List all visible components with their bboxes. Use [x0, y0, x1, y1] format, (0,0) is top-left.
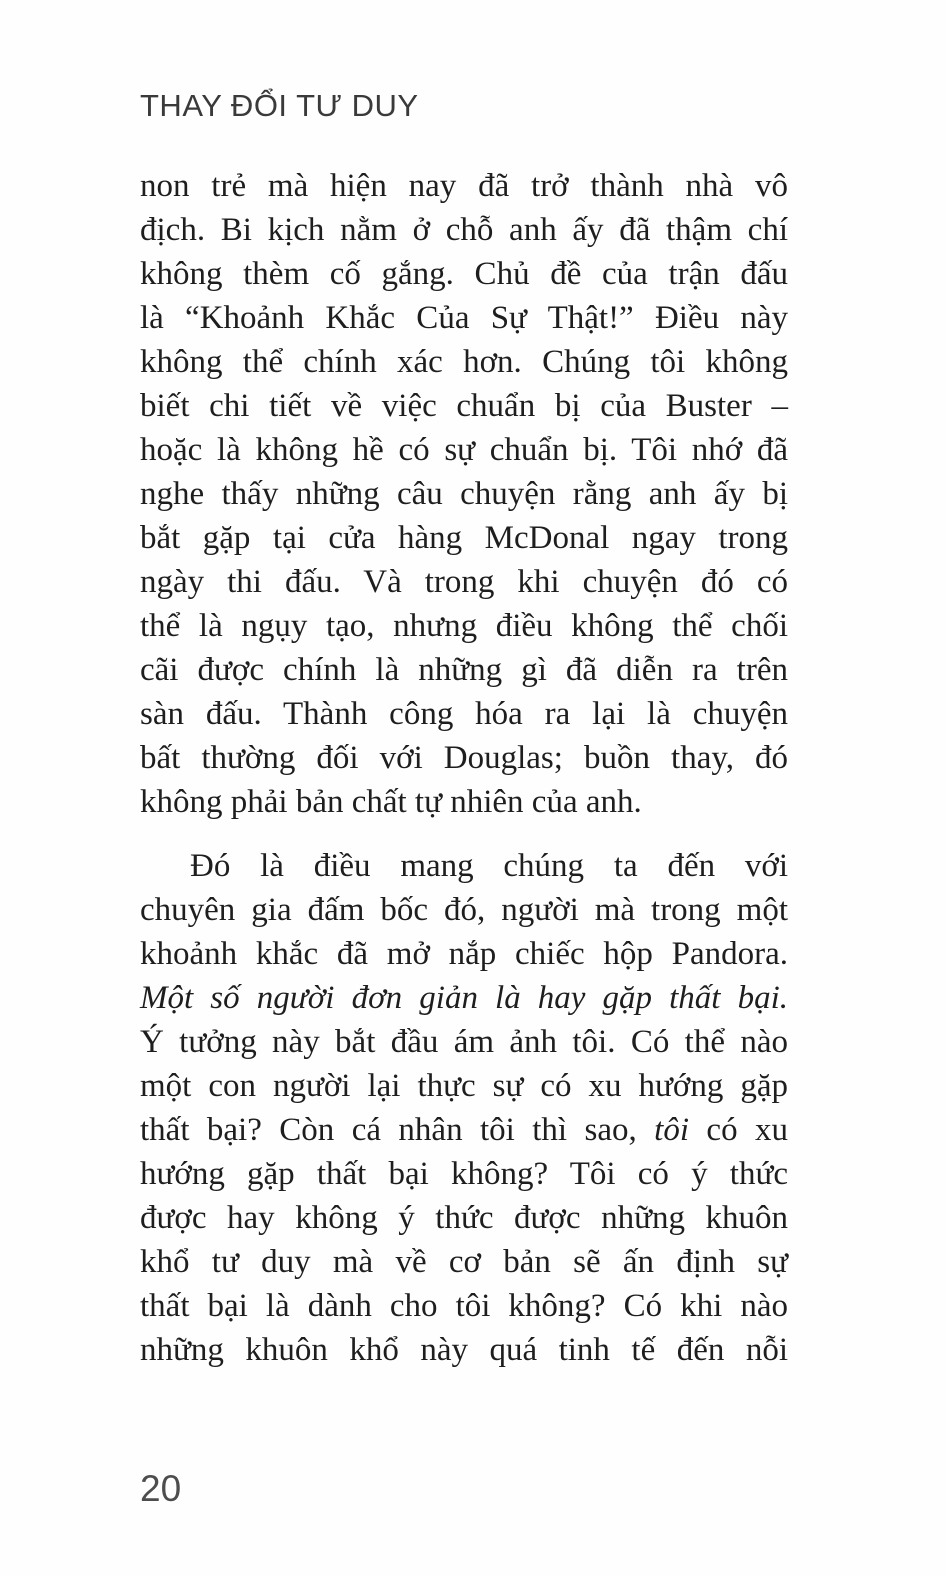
text-segment: những khuôn khổ này quá tinh tế đến nỗi — [140, 1332, 788, 1368]
text-line — [140, 164, 788, 208]
text-segment: không phải bản chất tự nhiên của anh. — [140, 784, 642, 820]
text-line — [140, 1020, 788, 1064]
text-line — [140, 888, 788, 932]
text-line — [140, 208, 788, 252]
body-text — [140, 164, 788, 1372]
text-segment: ngày thi đấu. Và trong khi chuyện đó có — [140, 564, 788, 600]
text-segment: Ý tưởng này bắt đầu ám ảnh tôi. Có thể nào — [140, 1024, 788, 1060]
text-line — [140, 296, 788, 340]
text-line — [140, 736, 788, 780]
text-segment: không thèm cố gắng. Chủ đề của trận đấu — [140, 256, 788, 292]
text-line — [140, 1064, 788, 1108]
text-segment: được hay không ý thức được những khuôn — [140, 1200, 788, 1236]
text-line — [140, 1284, 788, 1328]
text-segment: thể là ngụy tạo, nhưng điều không thể chối — [140, 608, 788, 644]
text-line — [140, 932, 788, 976]
paragraph — [140, 844, 788, 1372]
text-line — [140, 780, 788, 824]
text-segment: là “Khoảnh Khắc Của Sự Thật!” Điều này — [140, 300, 788, 336]
text-segment: chuyên gia đấm bốc đó, người mà trong một — [140, 892, 788, 928]
text-line — [140, 1240, 788, 1284]
text-line — [140, 472, 788, 516]
text-segment: nghe thấy những câu chuyện rằng anh ấy bị — [140, 476, 788, 512]
text-line — [140, 560, 788, 604]
text-segment: khoảnh khắc đã mở nắp chiếc hộp Pandora. — [140, 936, 788, 972]
text-segment: thất bại? Còn cá nhân tôi thì sao, — [140, 1112, 655, 1148]
text-segment: khổ tư duy mà về cơ bản sẽ ấn định sự — [140, 1244, 788, 1280]
text-segment: địch. Bi kịch nằm ở chỗ anh ấy đã thậm chí — [140, 212, 788, 248]
page-number: 20 — [140, 1468, 182, 1509]
text-line — [140, 428, 788, 472]
text-segment: Đó là điều mang chúng ta đến với — [190, 848, 788, 884]
text-line — [140, 1196, 788, 1240]
text-line — [140, 1328, 788, 1372]
text-line — [140, 976, 788, 1020]
emphasized-text: Một số người đơn giản là hay gặp thất bại. — [140, 980, 788, 1016]
text-segment: sàn đấu. Thành công hóa ra lại là chuyện — [140, 696, 788, 732]
text-line — [140, 340, 788, 384]
running-header: THAY ĐỔI TƯ DUY — [140, 88, 419, 123]
paragraph — [140, 164, 788, 824]
text-segment: một con người lại thực sự có xu hướng gặp — [140, 1068, 788, 1104]
text-line — [140, 648, 788, 692]
text-segment: hướng gặp thất bại không? Tôi có ý thức — [140, 1156, 788, 1192]
text-segment: bắt gặp tại cửa hàng McDonal ngay trong — [140, 520, 788, 556]
text-line — [140, 692, 788, 736]
text-segment: biết chi tiết về việc chuẩn bị của Buster – — [140, 388, 788, 424]
text-segment: thất bại là dành cho tôi không? Có khi nào — [140, 1288, 788, 1324]
text-line — [140, 1152, 788, 1196]
text-line — [140, 252, 788, 296]
text-segment: có xu — [689, 1112, 789, 1148]
text-segment: bất thường đối với Douglas; buồn thay, đó — [140, 740, 788, 776]
text-segment: cãi được chính là những gì đã diễn ra trên — [140, 652, 788, 688]
text-line — [140, 844, 788, 888]
text-segment: không thể chính xác hơn. Chúng tôi không — [140, 344, 788, 380]
text-line — [140, 604, 788, 648]
text-line — [140, 384, 788, 428]
text-line — [140, 1108, 788, 1152]
text-segment: hoặc là không hề có sự chuẩn bị. Tôi nhớ đã — [140, 432, 788, 468]
emphasized-text: tôi — [654, 1112, 690, 1148]
text-line — [140, 516, 788, 560]
text-segment: non trẻ mà hiện nay đã trở thành nhà vô — [140, 168, 788, 204]
